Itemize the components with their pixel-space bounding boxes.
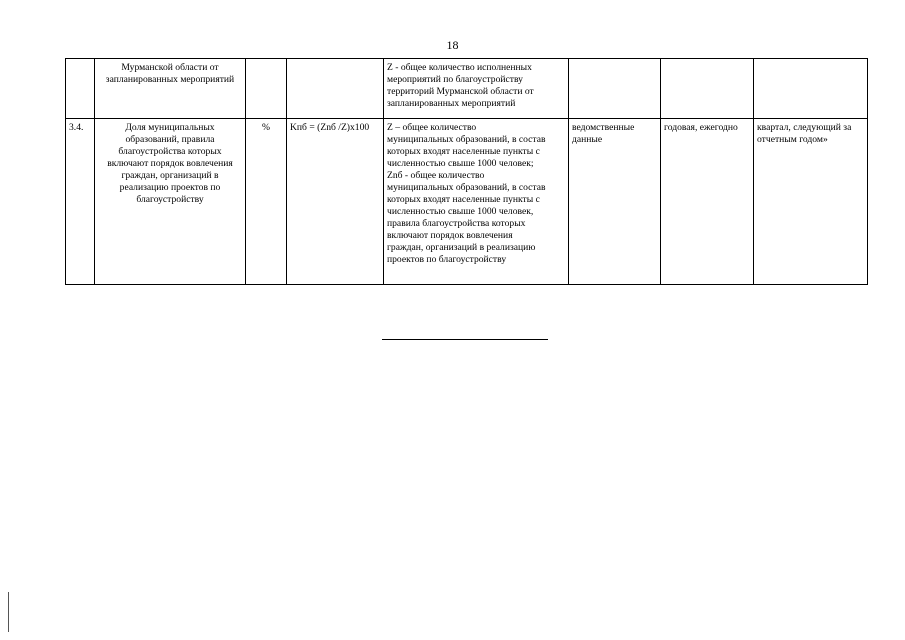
description-line: граждан, организаций в реализацию — [387, 242, 536, 253]
source-line: данные — [572, 134, 603, 145]
description-line: правила благоустройства которых — [387, 218, 526, 229]
indicator-name-cell — [95, 119, 246, 285]
description-line: включают порядок вовлечения — [387, 230, 513, 241]
deadline-cell — [754, 59, 868, 119]
description-line: запланированных мероприятий — [387, 98, 516, 109]
description-line: муниципальных образований, в состав — [387, 182, 546, 193]
indicator-name-cell — [95, 59, 246, 119]
indicator-name-line: Доля муниципальных — [125, 122, 215, 133]
table-row — [66, 119, 868, 285]
description-line: проектов по благоустройству — [387, 254, 507, 265]
formula-cell — [287, 59, 384, 119]
indicator-name-line: реализацию проектов по — [119, 182, 221, 193]
row-number-cell — [66, 59, 95, 119]
description-line: территорий Мурманской области от — [387, 86, 534, 97]
source-cell — [569, 119, 661, 285]
unit-cell: % — [246, 119, 287, 285]
description-line: мероприятий по благоустройству — [387, 74, 523, 85]
description-line: которых входят населенные пункты с — [387, 146, 540, 157]
indicator-name-line: благоустройства которых — [118, 146, 222, 157]
description-line: Z – общее количество — [387, 122, 477, 133]
indicator-name-line: Мурманской области от — [121, 62, 219, 73]
indicator-name-line: образований, правила — [125, 134, 215, 145]
description-cell — [384, 59, 569, 119]
indicator-name-line: запланированных мероприятий — [105, 74, 235, 85]
description-line: муниципальных образований, в состав — [387, 134, 546, 145]
source-line: ведомственные — [572, 122, 635, 133]
periodicity-cell: годовая, ежегодно — [661, 119, 754, 285]
deadline-line: отчетным годом» — [757, 134, 828, 145]
source-cell — [569, 59, 661, 119]
table-row — [66, 59, 868, 119]
scan-edge-mark — [8, 592, 9, 632]
end-separator-line — [382, 339, 548, 340]
deadline-cell — [754, 119, 868, 285]
deadline-line: квартал, следующий за — [757, 122, 852, 133]
unit-cell — [246, 59, 287, 119]
indicators-table — [65, 58, 868, 285]
formula-cell: Kпб = (Znб /Z)x100 — [287, 119, 384, 285]
description-line: Z - общее количество исполненных — [387, 62, 532, 73]
row-number-cell: 3.4. — [66, 119, 95, 285]
indicator-name-line: включают порядок вовлечения — [107, 158, 233, 169]
description-line: численностью свыше 1000 человек, — [387, 206, 534, 217]
description-line: Znб - общее количество — [387, 170, 485, 181]
description-line: которых входят населенные пункты с — [387, 194, 540, 205]
indicator-name-line: граждан, организаций в — [121, 170, 219, 181]
periodicity-cell — [661, 59, 754, 119]
page-number: 18 — [446, 38, 459, 52]
description-cell — [384, 119, 569, 285]
description-line: численностью свыше 1000 человек; — [387, 158, 534, 169]
indicator-name-line: благоустройству — [136, 194, 204, 205]
